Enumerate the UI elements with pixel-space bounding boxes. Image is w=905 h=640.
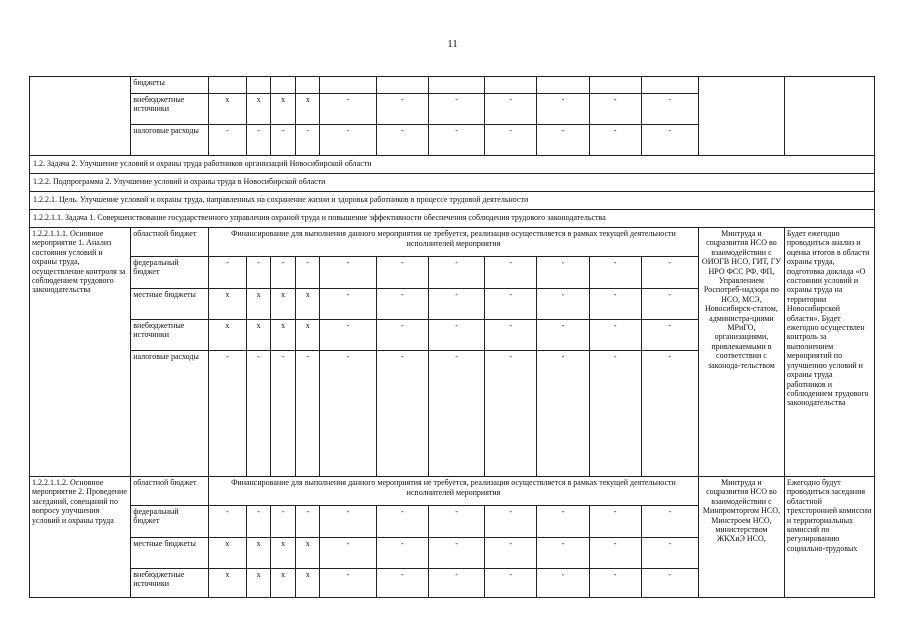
value-cell: - — [320, 506, 376, 538]
value-cell: - — [271, 506, 296, 538]
value-cell: х — [209, 569, 247, 598]
financing-note: Финансирование для выполнения данного мероприятия не требуется, реализация осуществляется в рамках текущей деятельности исполнителей мероприятия — [209, 477, 699, 506]
value-cell — [209, 77, 247, 94]
section-row — [30, 210, 875, 228]
value-cell: - — [537, 125, 589, 156]
value-cell: х — [271, 320, 296, 351]
value-cell — [320, 77, 376, 94]
result-cell — [784, 77, 874, 156]
value-cell: - — [485, 569, 537, 598]
value-cell: - — [209, 351, 247, 477]
value-cell — [271, 77, 296, 94]
value-cell: - — [320, 538, 376, 569]
value-cell: - — [537, 506, 589, 538]
section-title: 1.2. Задача 2. Улучшение условий и охраны труда работников организаций Новосибирской области — [30, 156, 875, 174]
value-cell: х — [271, 94, 296, 125]
value-cell: - — [485, 257, 537, 289]
value-cell: х — [209, 94, 247, 125]
value-cell: - — [376, 257, 428, 289]
value-cell: - — [485, 289, 537, 320]
value-cell: - — [271, 257, 296, 289]
continued-measure-cell — [30, 77, 131, 156]
value-cell: - — [641, 506, 698, 538]
value-cell: - — [537, 538, 589, 569]
value-cell: - — [376, 351, 428, 477]
table-row — [30, 228, 875, 257]
value-cell: х — [295, 289, 320, 320]
value-cell — [295, 77, 320, 94]
value-cell: - — [537, 94, 589, 125]
value-cell: - — [641, 351, 698, 477]
value-cell — [589, 77, 641, 94]
section-row — [30, 174, 875, 192]
value-cell: - — [295, 506, 320, 538]
value-cell: - — [376, 320, 428, 351]
value-cell: х — [209, 289, 247, 320]
value-cell: - — [485, 538, 537, 569]
source-label: внебюджетные источники — [131, 94, 209, 125]
source-label: федеральный бюджет — [131, 506, 209, 538]
value-cell: - — [376, 538, 428, 569]
value-cell: - — [428, 506, 484, 538]
financing-note: Финансирование для выполнения данного мероприятия не требуется, реализация осуществляется в рамках текущей деятельности исполнителей мероприятия — [209, 228, 699, 257]
source-label: бюджеты — [131, 77, 209, 94]
value-cell: - — [428, 569, 484, 598]
value-cell: - — [271, 351, 296, 477]
value-cell: - — [428, 257, 484, 289]
source-label: областной бюджет — [131, 228, 209, 257]
value-cell: х — [246, 320, 271, 351]
value-cell: - — [537, 351, 589, 477]
value-cell: - — [246, 257, 271, 289]
value-cell: - — [589, 94, 641, 125]
value-cell: х — [246, 94, 271, 125]
section-title: 1.2.2. Подпрограмма 2. Улучшение условий и охраны труда в Новосибирской области — [30, 174, 875, 192]
value-cell: - — [320, 257, 376, 289]
value-cell: - — [376, 289, 428, 320]
value-cell: - — [485, 351, 537, 477]
value-cell: - — [320, 289, 376, 320]
table-row — [30, 477, 875, 506]
value-cell: - — [641, 538, 698, 569]
value-cell: - — [209, 257, 247, 289]
value-cell: х — [295, 538, 320, 569]
page-number: 11 — [447, 38, 458, 50]
value-cell: - — [428, 538, 484, 569]
value-cell: х — [271, 538, 296, 569]
value-cell: х — [246, 569, 271, 598]
value-cell — [376, 77, 428, 94]
value-cell — [537, 77, 589, 94]
value-cell: - — [589, 506, 641, 538]
value-cell: - — [537, 289, 589, 320]
value-cell: - — [376, 569, 428, 598]
value-cell: - — [589, 351, 641, 477]
value-cell: - — [320, 94, 376, 125]
source-label: федеральный бюджет — [131, 257, 209, 289]
source-label: налоговые расходы — [131, 351, 209, 477]
value-cell — [246, 77, 271, 94]
value-cell — [641, 77, 698, 94]
value-cell: - — [428, 125, 484, 156]
value-cell: х — [295, 320, 320, 351]
value-cell: - — [589, 320, 641, 351]
value-cell: х — [295, 94, 320, 125]
value-cell: - — [295, 257, 320, 289]
measure-name: 1.2.2.1.1.2. Основное мероприятие 2. Проведение заседаний, совещаний по вопросу улучшения условий и охраны труда — [30, 477, 131, 598]
source-label: местные бюджеты — [131, 289, 209, 320]
value-cell: - — [641, 94, 698, 125]
value-cell: - — [641, 125, 698, 156]
value-cell: х — [246, 289, 271, 320]
value-cell: - — [320, 351, 376, 477]
value-cell: - — [641, 320, 698, 351]
source-label: внебюджетные источники — [131, 320, 209, 351]
source-label: областной бюджет — [131, 477, 209, 506]
value-cell: - — [589, 289, 641, 320]
value-cell — [485, 77, 537, 94]
value-cell: - — [428, 320, 484, 351]
source-label: налоговые расходы — [131, 125, 209, 156]
value-cell: - — [320, 569, 376, 598]
value-cell: - — [209, 125, 247, 156]
value-cell: - — [485, 125, 537, 156]
value-cell: - — [589, 125, 641, 156]
value-cell: - — [485, 506, 537, 538]
value-cell: - — [376, 506, 428, 538]
value-cell: - — [589, 569, 641, 598]
value-cell: - — [485, 94, 537, 125]
value-cell: х — [295, 569, 320, 598]
value-cell: - — [428, 94, 484, 125]
section-title: 1.2.2.1. Цель. Улучшение условий и охраны труда, направленных на сохранение жизни и здоровья работников в процессе трудовой деятельности — [30, 192, 875, 210]
value-cell: - — [295, 351, 320, 477]
value-cell: х — [271, 289, 296, 320]
value-cell: - — [246, 351, 271, 477]
executor-cell: Минтруда и соцразвития НСО во взаимодействии с ОИОГВ НСО, ГИТ, ГУ НРО ФСС РФ, ФП, Управлением Роспотреб-надзора по НСО, МСЭ, Новосибирск-статом, администра-циями МРиГО, организациями, привлекаемыми в соответствии с законода-тельством — [698, 228, 784, 477]
value-cell: х — [209, 320, 247, 351]
value-cell: - — [641, 569, 698, 598]
value-cell: - — [537, 569, 589, 598]
value-cell: - — [589, 257, 641, 289]
source-label: местные бюджеты — [131, 538, 209, 569]
value-cell: - — [271, 125, 296, 156]
value-cell: - — [376, 94, 428, 125]
value-cell: - — [246, 506, 271, 538]
value-cell: - — [641, 289, 698, 320]
table-row — [30, 77, 875, 94]
value-cell: - — [537, 320, 589, 351]
measure-name: 1.2.2.1.1.1. Основное мероприятие 1. Анализ состояния условий и охраны труда, осуществление контроля за соблюдением трудового законодательства — [30, 228, 131, 477]
value-cell: - — [246, 125, 271, 156]
value-cell: - — [641, 257, 698, 289]
value-cell: х — [246, 538, 271, 569]
value-cell: - — [485, 320, 537, 351]
value-cell: - — [428, 289, 484, 320]
section-row — [30, 192, 875, 210]
value-cell: - — [320, 320, 376, 351]
value-cell: х — [209, 538, 247, 569]
section-row — [30, 156, 875, 174]
value-cell: х — [271, 569, 296, 598]
value-cell: - — [320, 125, 376, 156]
value-cell: - — [295, 125, 320, 156]
value-cell: - — [428, 351, 484, 477]
executor-cell — [698, 77, 784, 156]
source-label: внебюджетные источники — [131, 569, 209, 598]
value-cell: - — [376, 125, 428, 156]
value-cell: - — [537, 257, 589, 289]
value-cell — [428, 77, 484, 94]
result-cell: Ежегодно будут проводиться заседания областной трехсторонней комиссии и территориальных комиссий по регулированию социально-трудовых — [784, 477, 874, 598]
executor-cell: Минтруда и соцразвития НСО во взаимодействии с Минпромторгом НСО, Минстроем НСО, министерством ЖКХиЭ НСО, — [698, 477, 784, 598]
value-cell: - — [589, 538, 641, 569]
value-cell: - — [209, 506, 247, 538]
program-table — [29, 76, 875, 598]
result-cell: Будет ежегодно проводиться анализ и оценка итогов в области охраны труда, подготовка доклада «О состоянии условий и охраны труда на территории Новосибирской области». Будет ежегодно осуществлен контроль за выполнением мероприятий по улучшению условий и охраны труда работников и соблюдением трудового законодательства — [784, 228, 874, 477]
section-title: 1.2.2.1.1. Задача 1. Совершенствование государственного управления охраной труда и повышение эффективности обеспечения соблюдения трудового законодательства — [30, 210, 875, 228]
